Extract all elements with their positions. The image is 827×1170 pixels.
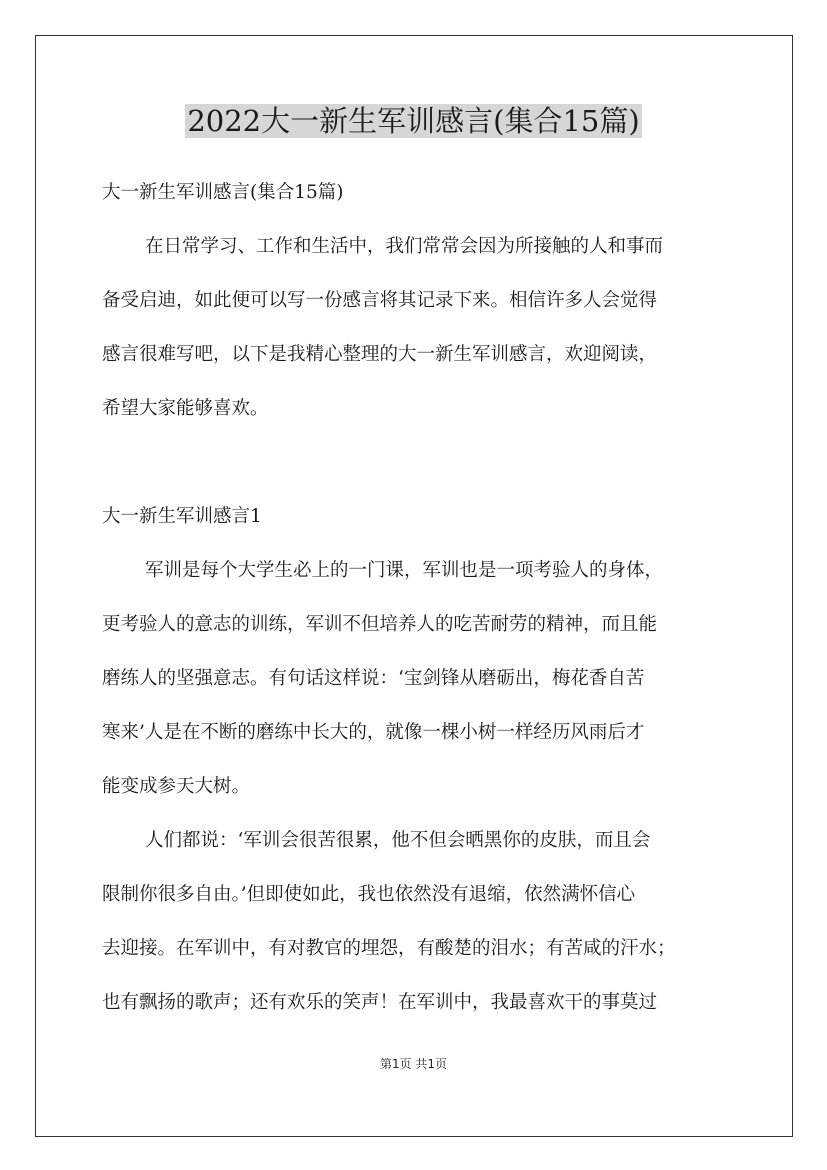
para2-line-4: 也有飘扬的歌声；还有欢乐的笑声！在军训中，我最喜欢干的事莫过 [102,992,658,1013]
intro-line-3: 感言很难写吧，以下是我精心整理的大一新生军训感言，欢迎阅读， [102,344,658,365]
para1-line-3: 磨练人的坚强意志。有句话这样说：‘宝剑锋从磨砺出，梅花香自苦 [102,668,645,689]
intro-line-2: 备受启迪，如此便可以写一份感言将其记录下来。相信许多人会觉得 [102,290,658,311]
para1-line-1: 军训是每个大学生必上的一门课，军训也是一项考验人的身体， [145,560,664,581]
page-footer: 第1页 共1页 [379,1057,448,1071]
document-title-text: 2022大一新生军训感言(集合15篇) [187,104,640,138]
para2-line-2: 限制你很多自由。’但即使如此，我也依然没有退缩，依然满怀信心 [102,884,636,905]
section-heading-1: 大一新生军训感言1 [102,506,262,527]
para1-line-5: 能变成参天大树。 [102,776,251,797]
document-title [0,99,827,143]
para2-line-3: 去迎接。在军训中，有对教官的埋怨，有酸楚的泪水；有苦咸的汗水； [102,938,676,959]
document-subtitle: 大一新生军训感言(集合15篇) [102,182,344,203]
para2-line-1: 人们都说：‘军训会很苦很累，他不但会晒黑你的皮肤，而且会 [145,830,651,851]
para1-line-2: 更考验人的意志的训练，军训不但培养人的吃苦耐劳的精神，而且能 [102,614,658,635]
intro-line-4: 希望大家能够喜欢。 [102,398,269,419]
para1-line-4: 寒来’人是在不断的磨练中长大的，就像一棵小树一样经历风雨后才 [102,722,645,743]
intro-line-1: 在日常学习、工作和生活中，我们常常会因为所接触的人和事而 [145,236,664,257]
